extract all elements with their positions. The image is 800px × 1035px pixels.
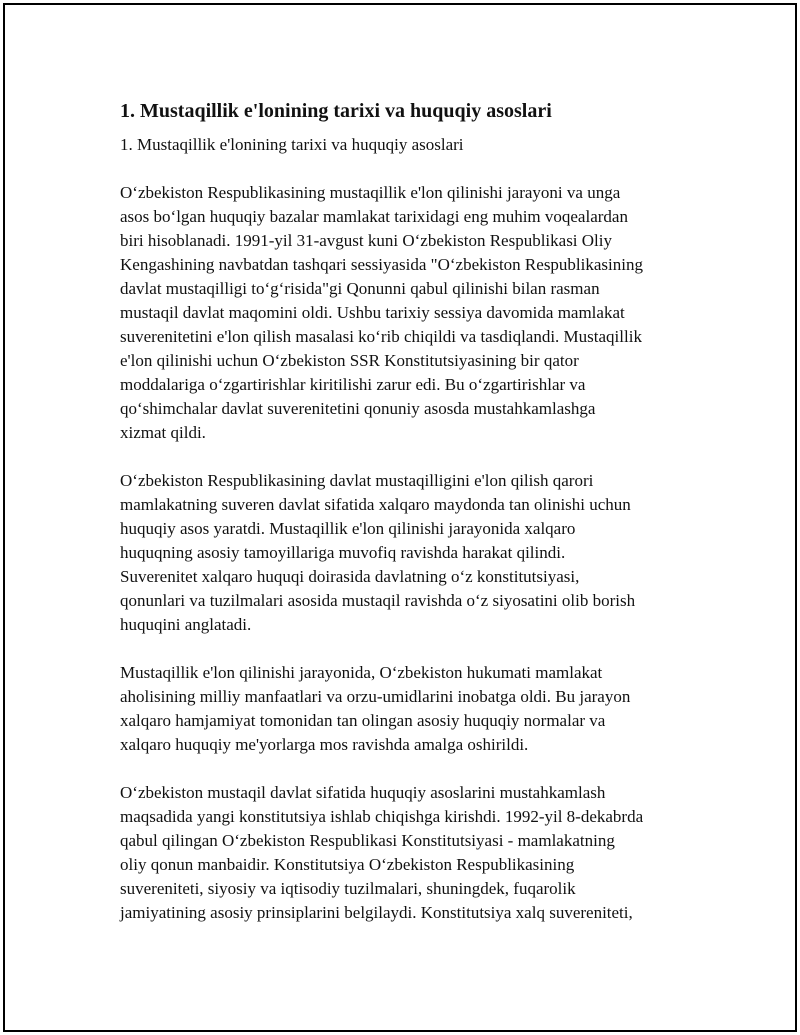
paragraph-2 [120, 469, 690, 637]
paragraph-line: O‘zbekiston mustaqil davlat sifatida huquqiy asoslarini mustahkamlash [120, 783, 606, 802]
paragraph-line: e'lon qilinishi uchun O‘zbekiston SSR Konstitutsiyasining bir qator [120, 351, 579, 370]
document-subheading: 1. Mustaqillik e'lonining tarixi va huquqiy asoslari [120, 135, 464, 154]
paragraph-line: Suverenitet xalqaro huquqi doirasida davlatning o‘z konstitutsiyasi, [120, 567, 580, 586]
paragraph-line: qabul qilingan O‘zbekiston Respublikasi Konstitutsiyasi - mamlakatning [120, 831, 615, 850]
paragraph-line: mamlakatning suveren davlat sifatida xalqaro maydonda tan olinishi uchun [120, 495, 631, 514]
paragraph-line: jamiyatining asosiy prinsiplarini belgilaydi. Konstitutsiya xalq suvereniteti, [120, 903, 633, 922]
paragraph-line: xizmat qildi. [120, 423, 206, 442]
document-heading: 1. Mustaqillik e'lonining tarixi va huquqiy asoslari [120, 100, 552, 122]
paragraph-line: oliy qonun manbaidir. Konstitutsiya O‘zbekiston Respublikasining [120, 855, 575, 874]
paragraph-line: huquqiy asos yaratdi. Mustaqillik e'lon qilinishi jarayonida xalqaro [120, 519, 576, 538]
paragraph-line: xalqaro hamjamiyat tomonidan tan olingan asosiy huquqiy normalar va [120, 711, 606, 730]
paragraph-line: qo‘shimchalar davlat suverenitetini qonuniy asosda mustahkamlashga [120, 399, 596, 418]
paragraph-line: xalqaro huquqiy me'yorlarga mos ravishda amalga oshirildi. [120, 735, 529, 754]
paragraph-line: Mustaqillik e'lon qilinishi jarayonida, O‘zbekiston hukumati mamlakat [120, 663, 603, 682]
paragraph-line: biri hisoblanadi. 1991-yil 31-avgust kuni O‘zbekiston Respublikasi Oliy [120, 231, 613, 250]
paragraph-line: moddalariga o‘zgartirishlar kiritilishi zarur edi. Bu o‘zgartirishlar va [120, 375, 586, 394]
paragraph-line: O‘zbekiston Respublikasining mustaqillik e'lon qilinishi jarayoni va unga [120, 183, 621, 202]
paragraph-line: maqsadida yangi konstitutsiya ishlab chiqishga kirishdi. 1992-yil 8-dekabrda [120, 807, 644, 826]
document-page [3, 3, 797, 1032]
paragraph-1 [120, 181, 690, 445]
document-body [120, 97, 690, 949]
paragraph-line: davlat mustaqilligi to‘g‘risida"gi Qonunni qabul qilinishi bilan rasman [120, 279, 600, 298]
paragraph-line: asos bo‘lgan huquqiy bazalar mamlakat tarixidagi eng muhim voqealardan [120, 207, 628, 226]
paragraph-line: huquqini anglatadi. [120, 615, 252, 634]
paragraph-line: qonunlari va tuzilmalari asosida mustaqil ravishda o‘z siyosatini olib borish [120, 591, 636, 610]
paragraph-line: suverenitetini e'lon qilish masalasi ko‘rib chiqildi va tasdiqlandi. Mustaqillik [120, 327, 642, 346]
paragraph-line: Kengashining navbatdan tashqari sessiyasida "O‘zbekiston Respublikasining [120, 255, 643, 274]
paragraph-line: huquqning asosiy tamoyillariga muvofiq ravishda harakat qilindi. [120, 543, 566, 562]
paragraph-line: aholisining milliy manfaatlari va orzu-umidlarini inobatga oldi. Bu jarayon [120, 687, 631, 706]
paragraph-line: O‘zbekiston Respublikasining davlat mustaqilligini e'lon qilish qarori [120, 471, 594, 490]
paragraph-4 [120, 781, 690, 925]
paragraph-line: mustaqil davlat maqomini oldi. Ushbu tarixiy sessiya davomida mamlakat [120, 303, 625, 322]
paragraph-line: suvereniteti, siyosiy va iqtisodiy tuzilmalari, shuningdek, fuqarolik [120, 879, 576, 898]
paragraph-3 [120, 661, 690, 757]
